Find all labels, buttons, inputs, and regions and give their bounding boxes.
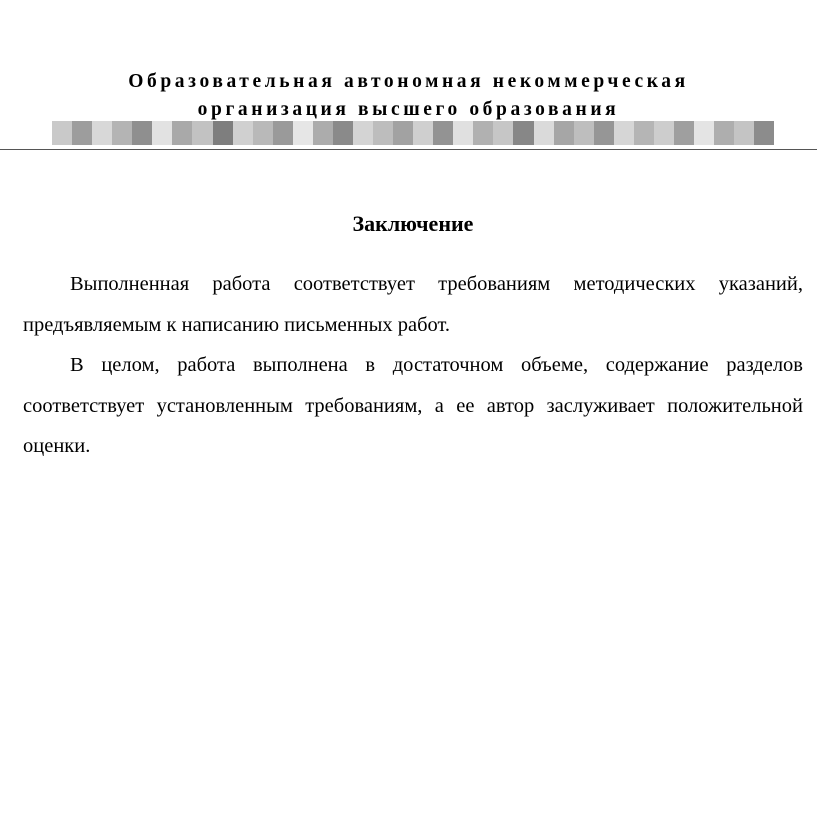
redaction-pixel [473, 121, 493, 145]
page-title: Заключение [352, 211, 474, 236]
organization-name-line-2: организация высшего образования [197, 99, 620, 120]
redaction-pixel [493, 121, 513, 145]
redaction-pixel [132, 121, 152, 145]
redaction-pixel [112, 121, 132, 145]
redaction-pixel [273, 121, 293, 145]
redaction-pixel [574, 121, 594, 145]
redaction-pixel [534, 121, 554, 145]
redaction-pixel [373, 121, 393, 145]
redaction-pixel [654, 121, 674, 145]
redaction-pixel [72, 121, 92, 145]
redaction-pixel [554, 121, 574, 145]
header-divider [0, 149, 817, 150]
redaction-pixel [734, 121, 754, 145]
redaction-pixel [674, 121, 694, 145]
paragraph-1: Выполненная работа соответствует требованиям методических указаний, предъявляемым к написанию письменных работ. [23, 273, 803, 336]
redacted-institution-name [52, 121, 774, 145]
redaction-pixel [353, 121, 373, 145]
redaction-pixel [333, 121, 353, 145]
redaction-pixel [313, 121, 333, 145]
document-body [23, 264, 803, 467]
redaction-pixel [233, 121, 253, 145]
redaction-pixel [213, 121, 233, 145]
redaction-pixel [433, 121, 453, 145]
redaction-pixel [253, 121, 273, 145]
redaction-pixel [634, 121, 654, 145]
redaction-pixel [594, 121, 614, 145]
redaction-pixel [52, 121, 72, 145]
redaction-pixel [614, 121, 634, 145]
redaction-pixel [513, 121, 533, 145]
redaction-pixel [714, 121, 734, 145]
redaction-pixel [393, 121, 413, 145]
paragraph-2: В целом, работа выполнена в достаточном объеме, содержание разделов соответствует установленным требованиям, а ее автор заслуживает положительной оценки. [23, 354, 803, 457]
redaction-pixel [754, 121, 774, 145]
redaction-pixel [453, 121, 473, 145]
redaction-pixel [293, 121, 313, 145]
redaction-pixel [413, 121, 433, 145]
redaction-pixel [92, 121, 112, 145]
redaction-pixel [172, 121, 192, 145]
redaction-pixel [694, 121, 714, 145]
redaction-pixel [192, 121, 212, 145]
document-header [0, 68, 817, 124]
organization-name-line-1: Образовательная автономная некоммерческая [128, 71, 689, 92]
redaction-pixel [152, 121, 172, 145]
